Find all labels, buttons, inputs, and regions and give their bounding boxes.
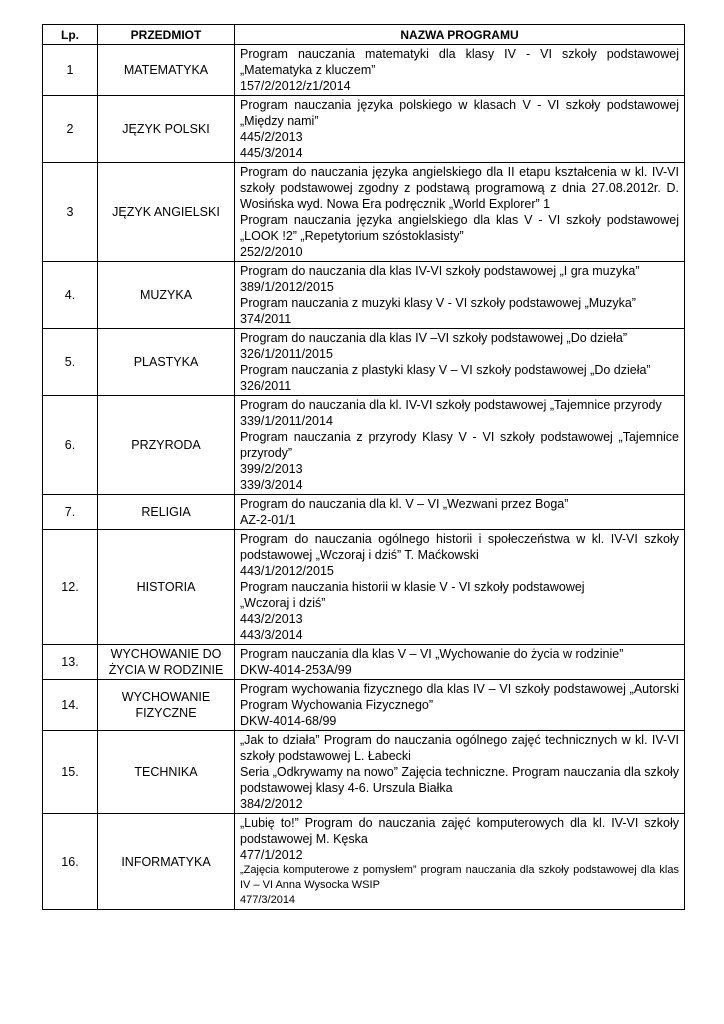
program-line: Program wychowania fizycznego dla klas IV – VI szkoły podstawowej „Autorski Program Wychowania Fizycznego” [240, 682, 679, 712]
subject-name: MATEMATYKA [98, 45, 235, 96]
table-row [43, 645, 685, 680]
row-number: 15. [43, 731, 98, 814]
row-number: 4. [43, 262, 98, 329]
program-line: „Lubię to!” Program do nauczania zajęć komputerowych dla kl. IV-VI szkoły podstawowej M. Kęska [240, 816, 679, 846]
row-number: 16. [43, 814, 98, 910]
row-number: 12. [43, 530, 98, 645]
subject-name: WYCHOWANIE DO ŻYCIA W RODZINIE [98, 645, 235, 680]
program-line: Seria „Odkrywamy na nowo” Zajęcia techniczne. Program nauczania dla szkoły podstawowej klasy 4-6. Urszula Białka [240, 765, 679, 795]
subject-name: PLASTYKA [98, 329, 235, 396]
row-number: 14. [43, 680, 98, 731]
program-description [235, 645, 685, 680]
table-row [43, 163, 685, 262]
program-line: 339/1/2011/2014 [240, 414, 333, 428]
header-subject: PRZEDMIOT [98, 25, 235, 45]
program-description [235, 262, 685, 329]
subject-name: INFORMATYKA [98, 814, 235, 910]
program-line: 477/3/2014 [240, 894, 296, 906]
table-row [43, 396, 685, 495]
row-number: 5. [43, 329, 98, 396]
program-line: 326/2011 [240, 379, 292, 393]
subject-name: PRZYRODA [98, 396, 235, 495]
subject-name: RELIGIA [98, 495, 235, 530]
program-description [235, 495, 685, 530]
subject-name: JĘZYK POLSKI [98, 96, 235, 163]
table-row [43, 329, 685, 396]
program-line: Program nauczania z plastyki klasy V – VI szkoły podstawowej „Do dzieła” [240, 363, 651, 377]
program-line: 443/2/2013 [240, 612, 303, 626]
program-line: Program nauczania dla klas V – VI „Wychowanie do życia w rodzinie” [240, 647, 624, 661]
program-description [235, 329, 685, 396]
program-line: 443/1/2012/2015 [240, 564, 334, 578]
table-row [43, 814, 685, 910]
program-description [235, 731, 685, 814]
program-line: Program do nauczania dla klas IV-VI szkoły podstawowej „I gra muzyka” [240, 264, 640, 278]
program-line: 339/3/2014 [240, 478, 303, 492]
program-line: Program nauczania historii w klasie V - VI szkoły podstawowej [240, 580, 585, 594]
program-line: 389/1/2012/2015 [240, 280, 334, 294]
program-description [235, 45, 685, 96]
program-description [235, 680, 685, 731]
program-line: 445/3/2014 [240, 146, 303, 160]
table-row [43, 262, 685, 329]
subject-name: TECHNIKA [98, 731, 235, 814]
program-line: „Wczoraj i dziś” [240, 596, 326, 610]
table-row [43, 530, 685, 645]
row-number: 1 [43, 45, 98, 96]
program-line: 252/2/2010 [240, 245, 303, 259]
program-line: „Zajęcia komputerowe z pomysłem” program nauczania dla szkoły podstawowej dla klas IV – VI Anna Wysocka WSIP [240, 864, 679, 891]
program-line: DKW-4014-68/99 [240, 714, 337, 728]
program-line: AZ-2-01/1 [240, 513, 296, 527]
program-line: 445/2/2013 [240, 130, 303, 144]
row-number: 7. [43, 495, 98, 530]
program-line: Program nauczania z przyrody Klasy V - VI szkoły podstawowej „Tajemnice przyrody” [240, 430, 679, 460]
row-number: 3 [43, 163, 98, 262]
program-line: 157/2/2012/z1/2014 [240, 79, 351, 93]
table-row [43, 96, 685, 163]
program-line: Program do nauczania języka angielskiego dla II etapu kształcenia w kl. IV-VI szkoły podstawowej zgodny z podstawą programową z dnia 27.08.2012r. D. Wosińska wyd. Nowa Era podręcznik „World Explorer” 1 [240, 165, 679, 211]
program-line: 374/2011 [240, 312, 292, 326]
subject-name: JĘZYK ANGIELSKI [98, 163, 235, 262]
program-line: Program nauczania języka angielskiego dla klas V - VI szkoły podstawowej „LOOK !2” „Repetytorium szóstoklasisty” [240, 213, 679, 243]
program-description [235, 814, 685, 910]
program-line: Program nauczania języka polskiego w klasach V - VI szkoły podstawowej „Między nami” [240, 98, 679, 128]
program-table [42, 24, 685, 910]
program-line: Program do nauczania dla kl. V – VI „Wezwani przez Boga” [240, 497, 569, 511]
subject-name: WYCHOWANIE FIZYCZNE [98, 680, 235, 731]
table-row [43, 495, 685, 530]
program-line: 477/1/2012 [240, 848, 303, 862]
table-row [43, 680, 685, 731]
subject-name: MUZYKA [98, 262, 235, 329]
table-row [43, 731, 685, 814]
subject-name: HISTORIA [98, 530, 235, 645]
program-line: 443/3/2014 [240, 628, 303, 642]
row-number: 6. [43, 396, 98, 495]
program-description [235, 396, 685, 495]
program-line: Program nauczania z muzyki klasy V - VI szkoły podstawowej „Muzyka” [240, 296, 636, 310]
program-line: 384/2/2012 [240, 797, 303, 811]
program-line: 326/1/2011/2015 [240, 347, 333, 361]
program-line: „Jak to działa” Program do nauczania ogólnego zajęć technicznych w kl. IV-VI szkoły podstawowej L. Łabecki [240, 733, 679, 763]
program-line: Program do nauczania ogólnego historii i społeczeństwa w kl. IV-VI szkoły podstawowej „Wczoraj i dziś” T. Maćkowski [240, 532, 679, 562]
program-description [235, 96, 685, 163]
program-line: DKW-4014-253A/99 [240, 663, 352, 677]
row-number: 2 [43, 96, 98, 163]
program-line: Program nauczania matematyki dla klasy IV - VI szkoły podstawowej „Matematyka z kluczem” [240, 47, 679, 77]
program-line: Program do nauczania dla kl. IV-VI szkoły podstawowej „Tajemnice przyrody [240, 398, 662, 412]
table-row [43, 45, 685, 96]
program-line: Program do nauczania dla klas IV –VI szkoły podstawowej „Do dzieła” [240, 331, 627, 345]
header-program: NAZWA PROGRAMU [235, 25, 685, 45]
header-lp: Lp. [43, 25, 98, 45]
row-number: 13. [43, 645, 98, 680]
program-description [235, 163, 685, 262]
program-description [235, 530, 685, 645]
program-line: 399/2/2013 [240, 462, 303, 476]
header-row [43, 25, 685, 45]
